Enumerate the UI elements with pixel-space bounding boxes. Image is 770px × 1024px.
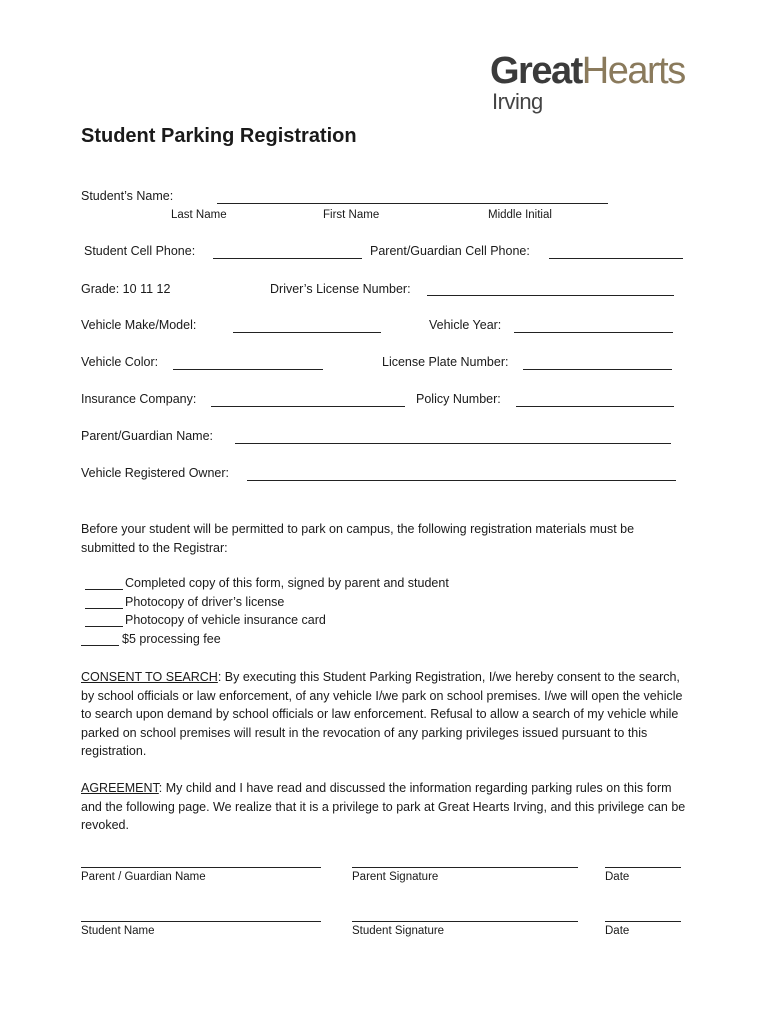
license-number-label: Driver’s License Number: (270, 282, 411, 296)
checklist-item-4: $5 processing fee (122, 632, 221, 646)
student-cell-label: Student Cell Phone: (84, 244, 196, 258)
consent-heading: CONSENT TO SEARCH (81, 670, 218, 684)
parent-name-sig-label: Parent / Guardian Name (81, 871, 206, 883)
student-signature-line[interactable] (352, 921, 578, 922)
student-name-field[interactable] (217, 203, 608, 204)
checklist-item-3: Photocopy of vehicle insurance card (125, 613, 326, 627)
student-name-sig-label: Student Name (81, 925, 155, 937)
checklist-blank-4[interactable] (81, 645, 119, 646)
license-number-field[interactable] (427, 295, 674, 296)
vehicle-year-field[interactable] (514, 332, 673, 333)
student-date-label: Date (605, 925, 630, 937)
consent-paragraph (81, 668, 691, 761)
checklist-blank-2[interactable] (85, 608, 123, 609)
parent-signature-line[interactable] (352, 867, 578, 868)
agreement-body: : My child and I have read and discussed the information regarding parking rules on this form and the following page. We realize that it is a privilege to park at Great Hearts Irving, and this privilege can be revoked. (81, 781, 686, 832)
agreement-heading: AGREEMENT (81, 781, 159, 795)
student-name-signature-line[interactable] (81, 921, 321, 922)
agreement-paragraph (81, 779, 691, 835)
vehicle-make-field[interactable] (233, 332, 381, 333)
intro-paragraph: Before your student will be permitted to park on campus, the following registration materials must be submitted to the Registrar: (81, 522, 635, 555)
logo-campus-text: Irving (492, 89, 543, 114)
parent-cell-label: Parent/Guardian Cell Phone: (370, 244, 530, 258)
vehicle-color-label: Vehicle Color: (81, 355, 159, 369)
policy-number-field[interactable] (516, 406, 674, 407)
grade-label: Grade: 10 11 12 (81, 282, 171, 296)
first-name-caption: First Name (323, 209, 380, 221)
parent-date-line[interactable] (605, 867, 681, 868)
vehicle-year-label: Vehicle Year: (429, 318, 502, 332)
middle-initial-caption: Middle Initial (488, 209, 552, 221)
parent-name-label: Parent/Guardian Name: (81, 429, 214, 443)
parent-signature-label: Parent Signature (352, 871, 439, 883)
student-cell-field[interactable] (213, 258, 362, 259)
student-signature-label: Student Signature (352, 925, 445, 937)
parent-name-signature-line[interactable] (81, 867, 321, 868)
vehicle-color-field[interactable] (173, 369, 323, 370)
page-title: Student Parking Registration (81, 125, 357, 147)
student-date-line[interactable] (605, 921, 681, 922)
consent-body: : By executing this Student Parking Registration, I/we hereby consent to the search, by school officials or law enforcement, of any vehicle I/we park on school premises. I/we will open the vehicle to search upon demand by school officials or law enforcement. Refusal to allow a search of my vehicle while parked on school premises will result in the revocation of any parking privileges issued pursuant to this registration. (81, 670, 683, 758)
plate-number-field[interactable] (523, 369, 672, 370)
parent-cell-field[interactable] (549, 258, 683, 259)
logo-great-text: Great (490, 50, 582, 92)
logo-wordmark (490, 52, 685, 90)
checklist-blank-1[interactable] (85, 589, 123, 590)
checklist-item-2: Photocopy of driver’s license (125, 595, 285, 609)
checklist-blank-3[interactable] (85, 626, 123, 627)
policy-number-label: Policy Number: (416, 392, 501, 406)
insurance-company-label: Insurance Company: (81, 392, 197, 406)
parent-date-label: Date (605, 871, 630, 883)
last-name-caption: Last Name (171, 209, 227, 221)
logo-hearts-text: Hearts (581, 50, 685, 92)
checklist-item-1: Completed copy of this form, signed by parent and student (125, 576, 449, 590)
plate-number-label: License Plate Number: (382, 355, 509, 369)
registered-owner-label: Vehicle Registered Owner: (81, 466, 229, 480)
parent-name-field[interactable] (235, 443, 671, 444)
student-name-label: Student’s Name: (81, 189, 174, 203)
registered-owner-field[interactable] (247, 480, 676, 481)
insurance-company-field[interactable] (211, 406, 405, 407)
vehicle-make-label: Vehicle Make/Model: (81, 318, 197, 332)
